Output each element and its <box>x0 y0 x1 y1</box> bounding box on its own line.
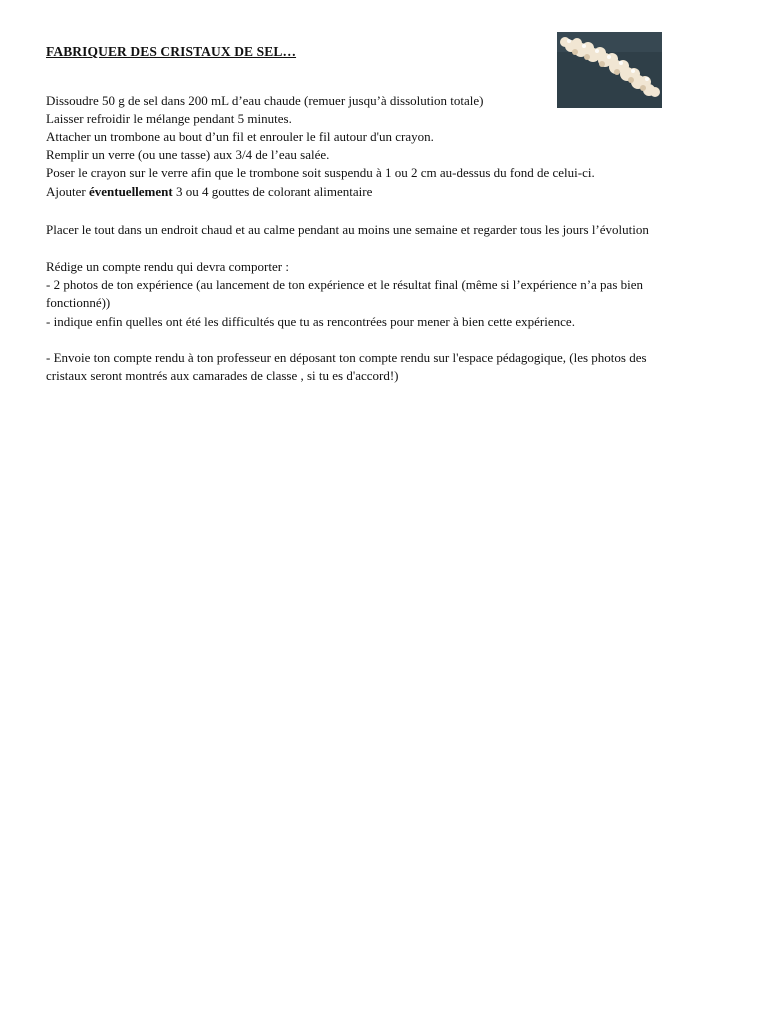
instruction-line: Dissoudre 50 g de sel dans 200 mL d’eau chaude (remuer jusqu’à dissolution totale) <box>46 93 484 108</box>
optional-suffix: 3 ou 4 gouttes de colorant alimentaire <box>172 184 373 199</box>
send-instructions: - Envoie ton compte rendu à ton professeur en déposant ton compte rendu sur l'espace pédagogique, (les photos des <box>46 350 647 365</box>
report-item-photos-continued: fonctionné)) <box>46 295 111 310</box>
send-instructions-continued: cristaux seront montrés aux camarades de classe , si tu es d'accord!) <box>46 368 399 383</box>
report-item-photos: - 2 photos de ton expérience (au lancement de ton expérience et le résultat final (même si l’expérience n’a pas bien <box>46 277 644 292</box>
report-item-difficulties: - indique enfin quelles ont été les difficultés que tu as rencontrées pour mener à bien cette expérience. <box>46 314 575 329</box>
instruction-line: Attacher un trombone au bout d’un fil et enrouler le fil autour d'un crayon. <box>46 129 434 144</box>
document-title: FABRIQUER DES CRISTAUX DE SEL… <box>46 44 297 59</box>
salt-crystals-photo <box>557 32 662 108</box>
instruction-line: Poser le crayon sur le verre afin que le trombone soit suspendu à 1 ou 2 cm au-dessus du fond de celui-ci. <box>46 165 595 180</box>
placement-paragraph: Placer le tout dans un endroit chaud et au calme pendant au moins une semaine et regarder tous les jours l’évolution <box>46 222 649 237</box>
report-intro: Rédige un compte rendu qui devra comporter : <box>46 259 289 274</box>
optional-bold-word: éventuellement <box>88 184 173 199</box>
instruction-line: Remplir un verre (ou une tasse) aux 3/4 de l’eau salée. <box>46 147 330 162</box>
optional-prefix: Ajouter <box>46 184 89 199</box>
instruction-line-optional <box>46 183 372 201</box>
instruction-line: Laisser refroidir le mélange pendant 5 minutes. <box>46 111 292 126</box>
